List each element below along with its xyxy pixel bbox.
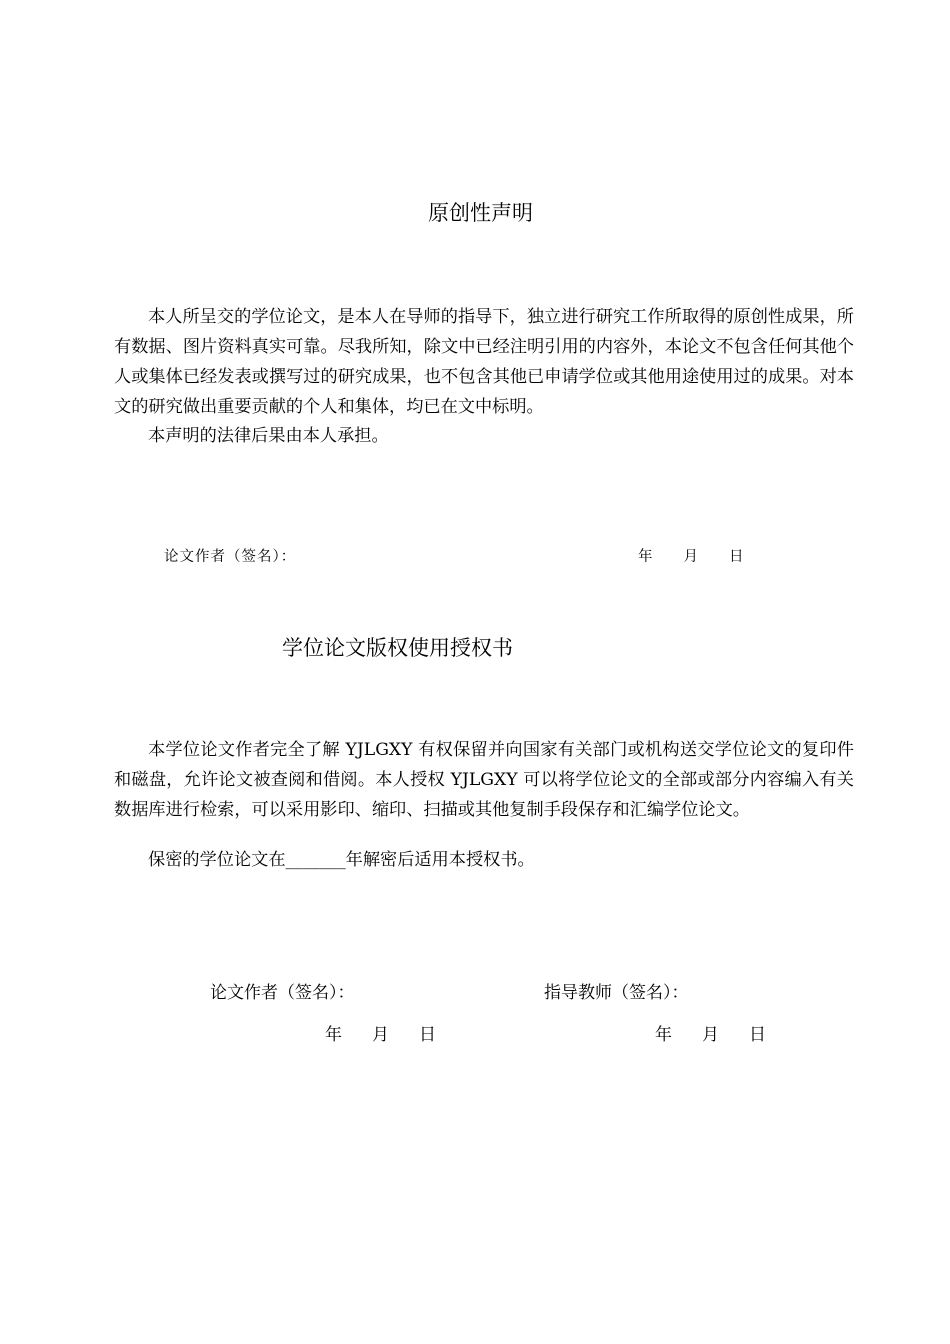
copyright-paragraph: 本学位论文作者完全了解 YJLGXY 有权保留并向国家有关部门或机构送交学位论文的复印件和磁盘，允许论文被查阅和借阅。本人授权 YJLGXY 可以将学位论文的全部或部分内容编入有关数据库进行检索，可以采用影印、缩印、扫描或其他复制手段保存和汇编学位论文。 [114,740,854,820]
copyright-title: 学位论文版权使用授权书 [282,636,513,660]
date-year-label: 年 [325,1025,342,1045]
date-month-label: 月 [683,549,699,565]
copyright-advisor-signature-label: 指导教师（签名）： [544,983,689,1003]
copyright-confidential-note: 保密的学位论文在_______年解密后适用本授权书。 [148,850,535,870]
copyright-author-signature-label: 论文作者（签名）： [210,983,355,1003]
date-month-label: 月 [702,1025,719,1045]
originality-date [638,550,745,565]
copyright-author-date [325,1027,436,1044]
date-month-label: 月 [372,1025,389,1045]
originality-author-signature-label: 论文作者（签名）： [164,549,297,565]
copyright-advisor-date [655,1027,766,1044]
date-day-label: 日 [749,1025,766,1045]
originality-legal-note: 本声明的法律后果由本人承担。 [148,426,389,446]
date-day-label: 日 [729,549,745,565]
date-year-label: 年 [638,549,654,565]
originality-title: 原创性声明 [428,201,533,225]
originality-paragraph: 本人所呈交的学位论文，是本人在导师的指导下，独立进行研究工作所取得的原创性成果，所有数据、图片资料真实可靠。尽我所知，除文中已经注明引用的内容外，本论文不包含任何其他个人或集体已经发表或撰写过的研究成果，也不包含其他已申请学位或其他用途使用过的成果。对本文的研究做出重要贡献的个人和集体，均已在文中标明。 [114,307,854,417]
date-year-label: 年 [655,1025,672,1045]
date-day-label: 日 [419,1025,436,1045]
